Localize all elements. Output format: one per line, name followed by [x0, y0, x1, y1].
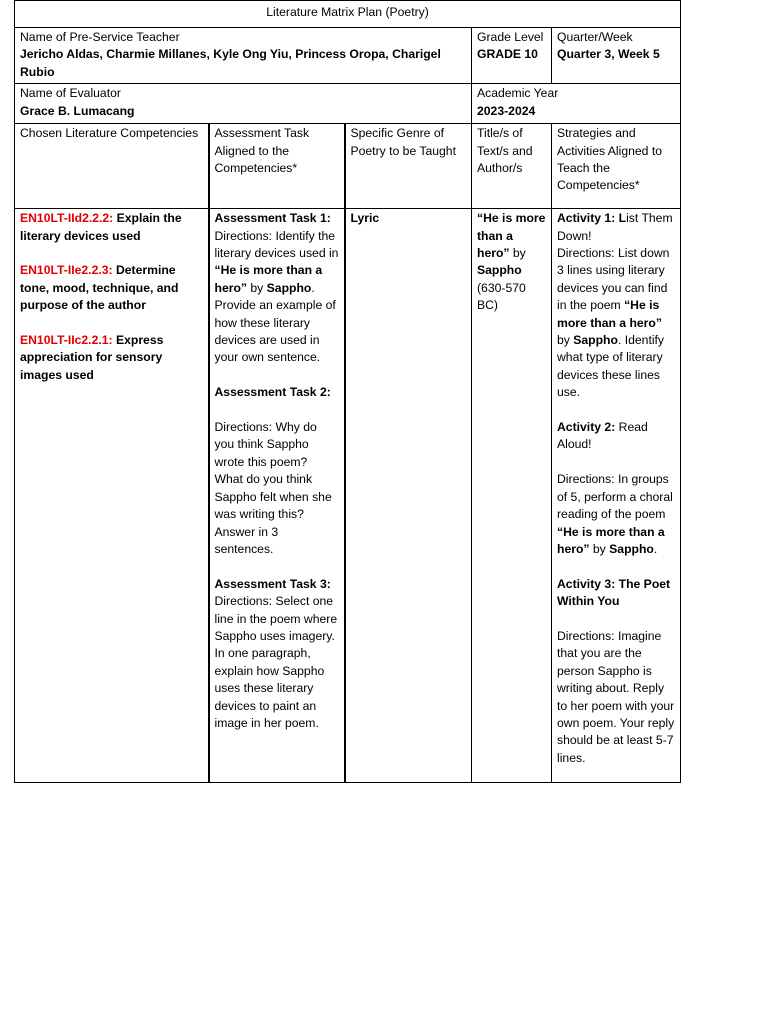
competency-item: [20, 262, 203, 314]
academic-year-cell: [472, 84, 681, 124]
task-3-text: Directions: Select one line in the poem where Sappho uses imagery. In one paragraph, explain how Sappho uses these literary devices to paint an image in her poem.: [214, 594, 338, 730]
text-by: by: [509, 246, 526, 261]
header-competencies: Chosen Literature Competencies: [15, 124, 209, 209]
matrix-plan-page: [14, 0, 680, 783]
teacher-row: [15, 28, 681, 84]
assessment-task-1: [215, 210, 339, 367]
competency-item: [20, 210, 203, 245]
activity-2-text: Directions: In groups of 5, perform a choral reading of the poem: [557, 472, 673, 522]
competencies-cell: [15, 209, 209, 783]
academic-year-label: Academic Year: [477, 86, 559, 101]
header-row: [15, 124, 681, 209]
header-assessment: Assessment Task Aligned to the Competencies*: [209, 124, 345, 209]
header-genre: Specific Genre of Poetry to be Taught: [345, 124, 472, 209]
text-title-author: [477, 210, 546, 314]
task-1-by: by: [247, 280, 267, 295]
competency-code: EN10LT-IIc2.2.1:: [20, 333, 113, 348]
document-title: Literature Matrix Plan (Poetry): [15, 1, 681, 28]
assessment-cell: [209, 209, 345, 783]
activity-3-title: Activity 3: The Poet Within You: [557, 576, 671, 609]
activity-2-title: Activity 2:: [557, 420, 616, 435]
title-row: [15, 1, 681, 28]
evaluator-cell: [15, 84, 472, 124]
quarter-cell: [552, 28, 681, 84]
task-1-title: Assessment Task 1:: [214, 211, 331, 226]
activity-1-text: Directions: List down 3 lines using literary devices you can find in the poem: [557, 246, 670, 313]
author-name: Sappho: [573, 333, 618, 348]
academic-year-value: 2023-2024: [477, 103, 536, 118]
competency-text: Determine tone, mood, technique, and purpose of the author: [20, 263, 179, 313]
activity-2-name: Read Aloud!: [557, 420, 648, 452]
literature-matrix-table: [14, 0, 681, 783]
activity-1-title: Activity 1: L: [557, 211, 627, 226]
texts-cell: [472, 209, 552, 783]
activity-3-directions: Directions: Imagine that you are the person Sappho is writing about. Reply to her poem with your own poem. Your reply should be at least 5-7 lines.: [557, 628, 675, 765]
competency-code: EN10LT-IId2.2.2:: [20, 211, 114, 226]
poem-title: “He is more than a hero”: [557, 298, 662, 330]
activity-1: [557, 210, 675, 245]
genre-cell: [345, 209, 472, 783]
competency-text: Explain the literary devices used: [20, 211, 182, 243]
activity-2-directions: [557, 471, 675, 558]
evaluator-row: [15, 84, 681, 124]
quarter-value: Quarter 3, Week 5: [557, 47, 660, 62]
teacher-cell: [15, 28, 472, 84]
header-strategies: Strategies and Activities Aligned to Teach the Competencies*: [552, 124, 681, 209]
poem-title: “He is more than a hero”: [214, 263, 323, 295]
author-dates: (630-570 BC): [477, 280, 526, 313]
poem-title: “He is more than a hero”: [477, 211, 546, 261]
evaluator-name: Grace B. Lumacang: [20, 103, 135, 118]
activity-2: [557, 419, 675, 454]
activity-2-text-end: .: [653, 541, 658, 556]
competency-item: [20, 332, 203, 384]
header-texts: Title/s of Text/s and Author/s: [472, 124, 552, 209]
assessment-task-3: [215, 576, 339, 733]
task-3-title: Assessment Task 3:: [214, 576, 331, 591]
activity-2-by: by: [589, 541, 610, 556]
genre-value: Lyric: [350, 211, 380, 226]
grade-cell: [472, 28, 552, 84]
grade-label: Grade Level: [477, 30, 544, 44]
task-1-text: Directions: Identify the literary devices used in: [214, 228, 339, 261]
teacher-names: Jericho Aldas, Charmie Millanes, Kyle Ong Yiu, Princess Oropa, Charigel Rubio: [20, 47, 441, 79]
evaluator-label: Name of Evaluator: [20, 86, 121, 101]
strategies-cell: [552, 209, 681, 783]
author-name: Sappho: [266, 280, 312, 295]
competency-text: Express appreciation for sensory images used: [20, 333, 164, 382]
author-name: Sappho: [609, 541, 654, 556]
teacher-label: Name of Pre-Service Teacher: [20, 30, 180, 44]
activity-1-directions: [557, 245, 675, 402]
competency-code: EN10LT-IIe2.2.3:: [20, 263, 113, 278]
activity-1-text-end: . Identify what type of literary devices these lines use.: [557, 333, 665, 400]
poem-title: “He is more than a hero”: [557, 524, 665, 556]
activity-1-name: ist Them Down!: [557, 211, 673, 243]
task-2-text: Directions: Why do you think Sappho wrote this poem? What do you think Sappho felt when she was writing this? Answer in 3 sentences.: [214, 420, 332, 556]
task-2-title: Assessment Task 2:: [214, 385, 331, 400]
activity-1-by: by: [557, 333, 574, 348]
task-1-text-end: . Provide an example of how these literary devices are used in your own sentence.: [214, 280, 336, 365]
author-name: Sappho: [477, 263, 522, 278]
grade-value: GRADE 10: [477, 47, 538, 62]
content-row: [15, 209, 681, 783]
quarter-label: Quarter/Week: [557, 30, 633, 44]
